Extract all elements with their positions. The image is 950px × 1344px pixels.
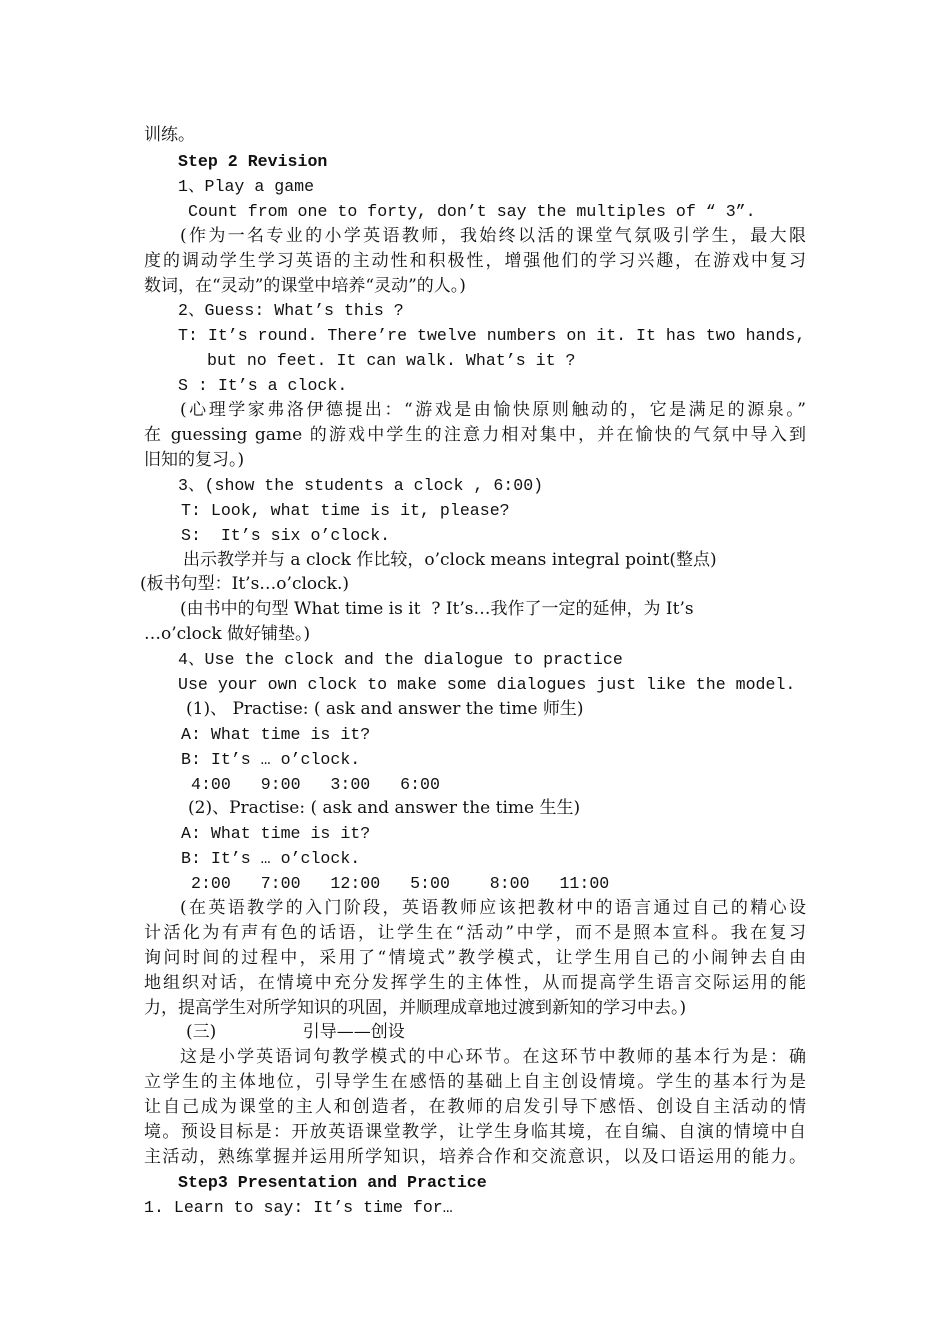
text-line: 3、(show the students a clock , 6:00) <box>178 476 544 495</box>
text-line: 地组织对话，在情境中充分发挥学生的主体性，从而提高学生语言交际运用的能 <box>144 973 806 993</box>
text-line: S : It’s a clock. <box>178 376 348 395</box>
text-line: 4、Use the clock and the dialogue to practice <box>178 650 623 669</box>
text-line: 立学生的主体地位，引导学生在感悟的基础上自主创设情境。学生的基本行为是 <box>144 1072 806 1092</box>
text-line: (在英语教学的入门阶段，英语教师应该把教材中的语言通过自己的精心设 <box>180 898 806 918</box>
section-heading: (三) 引导——创设 <box>186 1022 405 1042</box>
text-line: 主活动，熟练掌握并运用所学知识，培养合作和交流意识，以及口语运用的能力。 <box>144 1147 806 1167</box>
time-list: 2:00 7:00 12:00 5:00 8:00 11:00 <box>191 874 610 893</box>
text-line: 境。预设目标是：开放英语课堂教学，让学生身临其境，在自编、自演的情境中自 <box>144 1122 806 1142</box>
text-line: …o’clock 做好铺垫。) <box>144 624 311 644</box>
text-line: 训练。 <box>144 125 195 145</box>
text-line: Count from one to forty, don’t say the multiples of “ 3”. <box>188 202 756 221</box>
text-line: (作为一名专业的小学英语教师，我始终以活的课堂气氛吸引学生，最大限 <box>180 226 806 246</box>
text-line: (心理学家弗洛伊德提出：“游戏是由愉快原则触动的，它是满足的源泉。” <box>180 400 806 420</box>
text-line: (1)、 Practise: ( ask and answer the time 师生) <box>186 699 584 719</box>
text-line: but no feet. It can walk. What’s it ? <box>207 351 576 370</box>
step-heading: Step 2 Revision <box>178 152 328 171</box>
text-line: A: What time is it? <box>181 725 371 744</box>
text-line: (2)、Practise: ( ask and answer the time 生生) <box>188 798 581 818</box>
text-line: 让自己成为课堂的主人和创造者，在教师的启发引导下感悟、创设自主活动的情 <box>144 1097 806 1117</box>
step-heading: Step3 Presentation and Practice <box>178 1173 487 1192</box>
text-line: B: It’s … o’clock. <box>181 750 361 769</box>
text-line: 1、Play a game <box>178 177 315 196</box>
text-line: Use your own clock to make some dialogues just like the model. <box>178 675 796 694</box>
text-line: T: It’s round. There’re twelve numbers on it. It has two hands, <box>178 326 806 345</box>
text-line: A: What time is it? <box>181 824 371 843</box>
text-line: 在 guessing game 的游戏中学生的注意力相对集中，并在愉快的气氛中导入到 <box>144 425 806 445</box>
text-line: (板书句型：It’s…o’clock.) <box>140 574 349 594</box>
text-line: 力，提高学生对所学知识的巩固，并顺理成章地过渡到新知的学习中去。) <box>144 998 687 1018</box>
text-line: 度的调动学生学习英语的主动性和积极性，增强他们的学习兴趣，在游戏中复习 <box>144 251 806 271</box>
text-line: 2、Guess: What’s this ? <box>178 301 404 320</box>
text-line: 计活化为有声有色的话语，让学生在“活动”中学，而不是照本宣科。我在复习 <box>144 923 806 943</box>
text-line: 旧知的复习。) <box>144 450 245 470</box>
text-line: 1. Learn to say: It’s time for… <box>144 1198 453 1217</box>
text-line: T: Look, what time is it, please? <box>181 501 510 520</box>
text-line: (由书中的句型 What time is it ? It’s…我作了一定的延伸，为 It’s <box>180 599 694 619</box>
text-line: 出示教学并与 a clock 作比较，o’clock means integral point(整点) <box>183 550 717 570</box>
text-line: S: It’s six o’clock. <box>181 526 391 545</box>
text-line: 数词，在“灵动”的课堂中培养“灵动”的人。) <box>144 276 466 296</box>
time-list: 4:00 9:00 3:00 6:00 <box>191 775 440 794</box>
text-line: 询问时间的过程中，采用了“情境式”教学模式，让学生用自己的小闹钟去自由 <box>144 948 806 968</box>
text-line: 这是小学英语词句教学模式的中心环节。在这环节中教师的基本行为是：确 <box>180 1047 806 1067</box>
text-line: B: It’s … o’clock. <box>181 849 361 868</box>
